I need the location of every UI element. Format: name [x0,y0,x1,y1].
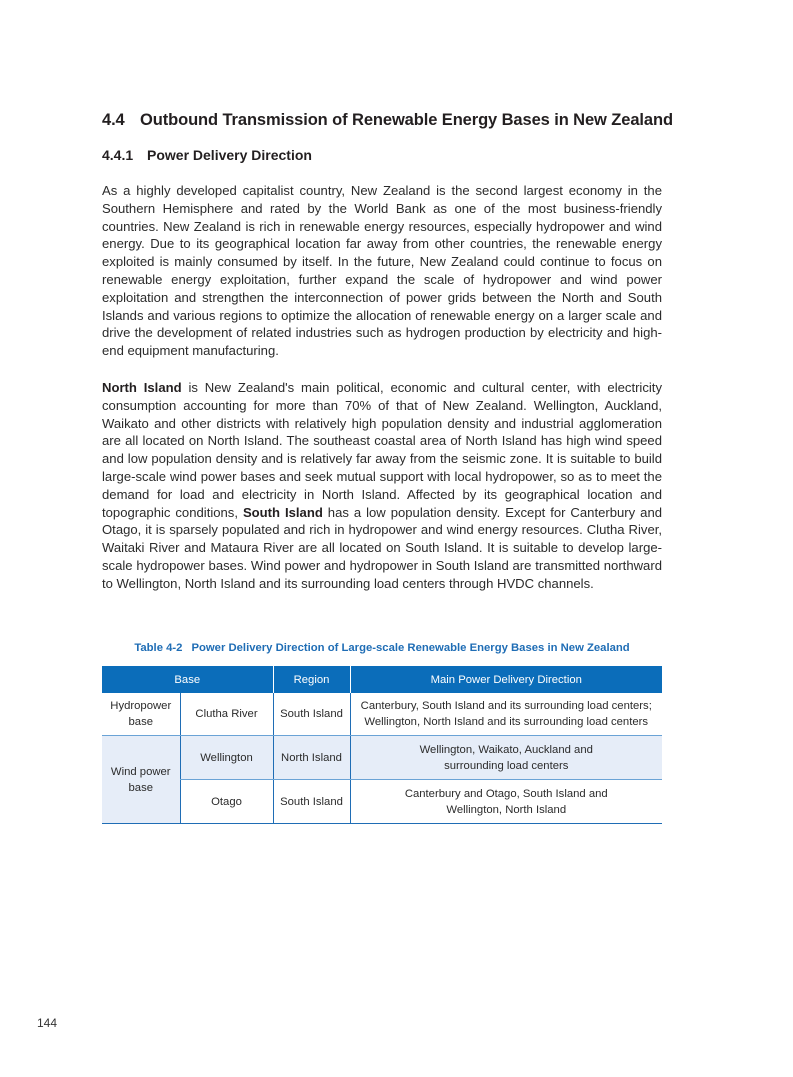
cell-region: North Island [273,736,350,780]
power-delivery-table [102,666,662,824]
bold-term-south-island: South Island [242,504,323,520]
cell-text: base [128,781,153,794]
cell-region: South Island [273,780,350,824]
cell-text: base [128,716,153,728]
bold-term-north-island: North Island [102,380,182,395]
cell-region: South Island [273,693,350,736]
table-header-row [102,666,662,693]
cell-text: Wellington, North Island and its surrounding load centers [364,716,649,728]
paragraph-text: has a low population density. Except for Canterbury and Otago, it is sparsely populated and rich in hydropower and wind energy resources. Clutha River, Waitaki River and Mataura River are all located on South Island. It is suitable to develop large-scale hydropower bases. Wind power and hydropower in South Island are transmitted northward to Wellington, North Island and its surrounding load centers through HVDC channels. [102,504,663,591]
subsection-heading [102,147,312,163]
subsection-title: Power Delivery Direction [147,147,312,163]
table-number: Table 4-2 [134,642,183,654]
cell-text: Hydropower [110,700,172,712]
cell-text: Wind power [110,765,171,778]
cell-base: Clutha River [180,693,273,736]
cell-text: Canterbury, South Island and its surrounding load centers; [360,700,652,712]
table-row [102,736,662,780]
section-title: Outbound Transmission of Renewable Energy Bases in New Zealand [140,111,673,129]
cell-direction [350,736,662,780]
cell-text: Wellington, Waikato, Auckland and [419,743,593,756]
header-base: Base [102,666,273,693]
table-caption [102,642,662,654]
cell-text: Canterbury and Otago, South Island and [404,787,608,800]
cell-text: Wellington, North Island [446,803,567,816]
section-heading [102,111,673,130]
cell-base: Otago [180,780,273,824]
paragraph-text: is New Zealand's main political, economic and cultural center, with electricity consumption accounting for more than 70% of that of New Zealand. Wellington, Auckland, Waikato and other districts with relatively high population density and industrial agglomeration are all located on North Island. The southeast coastal area of North Island has high wind speed and low population density and is relatively far away from the seismic zone. It is suitable to build large-scale wind power bases and seek mutual support with local hydropower, so as to meet the demand for load and electricity in North Island. Affected by its geographical location and topographic conditions, [102,380,662,520]
paragraph-islands [102,379,662,593]
paragraph-overview: As a highly developed capitalist country, New Zealand is the second largest economy in the Southern Hemisphere and rated by the World Bank as one of the most business-friendly countries. New Zealand is rich in renewable energy resources, especially hydropower and wind energy. Due to its geographical location far away from other countries, the renewable energy exploited is mainly consumed by itself. In the future, New Zealand could continue to focus on renewable energy exploitation, further expand the scale of hydropower and wind power exploitation and strengthen the interconnection of power grids between the North and South Islands and various regions to optimize the allocation of renewable energy on a larger scale and drive the development of related industries such as hydrogen production by electricity and high-end equipment manufacturing. [102,183,662,359]
cell-direction [350,780,662,824]
page-number: 144 [37,1016,58,1030]
table-row [102,693,662,736]
header-direction: Main Power Delivery Direction [350,666,662,693]
section-number: 4.4 [102,111,125,129]
cell-base-type [102,693,180,736]
cell-base-type [102,736,180,824]
table-title: Power Delivery Direction of Large-scale Renewable Energy Bases in New Zealand [191,642,630,654]
header-region: Region [273,666,350,693]
subsection-number: 4.4.1 [102,147,134,163]
table-row [102,780,662,824]
cell-base: Wellington [180,736,273,780]
cell-direction [350,693,662,736]
cell-text: surrounding load centers [444,759,569,772]
